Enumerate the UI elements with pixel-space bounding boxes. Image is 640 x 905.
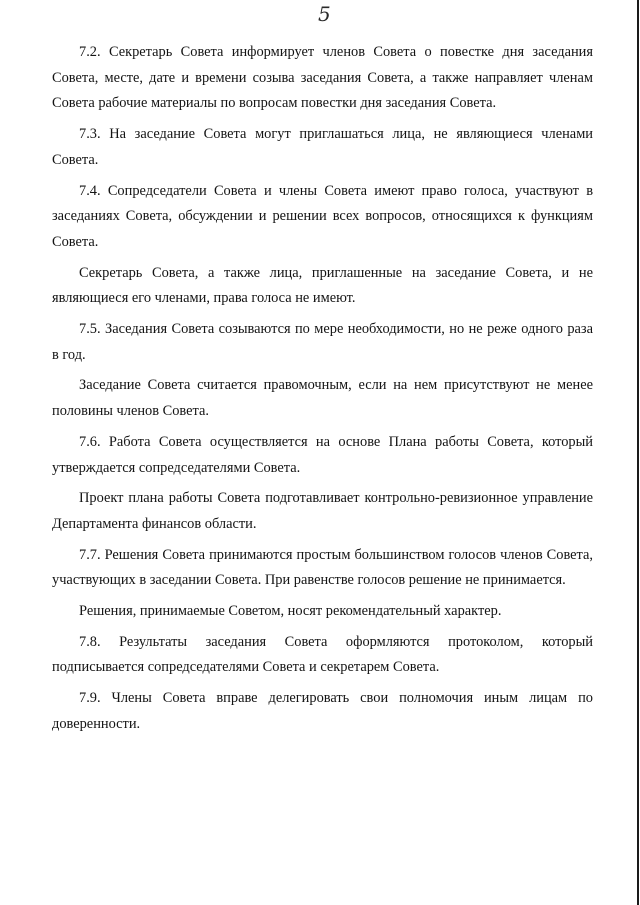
paragraph-7-4-secretary: Секретарь Совета, а также лица, приглашенные на заседание Совета, и не являющиеся его членами, права голоса не имеют. bbox=[52, 264, 593, 307]
paragraph-7-8: 7.8. Результаты заседания Совета оформляются протоколом, который подписывается сопредседателями Совета и секретарем Совета. bbox=[52, 633, 593, 676]
paragraph-7-6-draft-plan: Проект плана работы Совета подготавливает контрольно-ревизионное управление Департамента финансов области. bbox=[52, 490, 593, 532]
page-edge-line bbox=[637, 0, 639, 905]
paragraph-7-5: 7.5. Заседания Совета созываются по мере необходимости, но не реже одного раза в год. bbox=[52, 321, 593, 363]
document-body bbox=[52, 40, 593, 743]
paragraph-7-2: 7.2. Секретарь Совета информирует членов Совета о повестке дня заседания Совета, месте, дате и времени созыва заседания Совета, а также направляет членам Совета рабочие материалы по вопросам повестки дня заседания Совета. bbox=[52, 44, 593, 112]
paragraph-7-4: 7.4. Сопредседатели Совета и члены Совета имеют право голоса, участвуют в заседаниях Совета, обсуждении и решении всех вопросов, относящихся к функциям Совета. bbox=[52, 182, 593, 250]
paragraph-7-7-decisions: Решения, принимаемые Советом, носят рекомендательный характер. bbox=[79, 603, 502, 620]
paragraph-7-7: 7.7. Решения Совета принимаются простым большинством голосов членов Совета, участвующих в заседании Совета. При равенстве голосов решение не принимается. bbox=[52, 546, 593, 589]
paragraph-7-3: 7.3. На заседание Совета могут приглашаться лица, не являющиеся членами Совета. bbox=[52, 126, 593, 168]
paragraph-7-6: 7.6. Работа Совета осуществляется на основе Плана работы Совета, который утверждается сопредседателями Совета. bbox=[52, 433, 593, 476]
paragraph-7-9: 7.9. Члены Совета вправе делегировать свои полномочия иным лицам по доверенности. bbox=[52, 690, 593, 732]
page-number: 5 bbox=[318, 2, 331, 26]
paragraph-7-5-quorum: Заседание Совета считается правомочным, если на нем присутствуют не менее половины членов Совета. bbox=[52, 377, 593, 420]
